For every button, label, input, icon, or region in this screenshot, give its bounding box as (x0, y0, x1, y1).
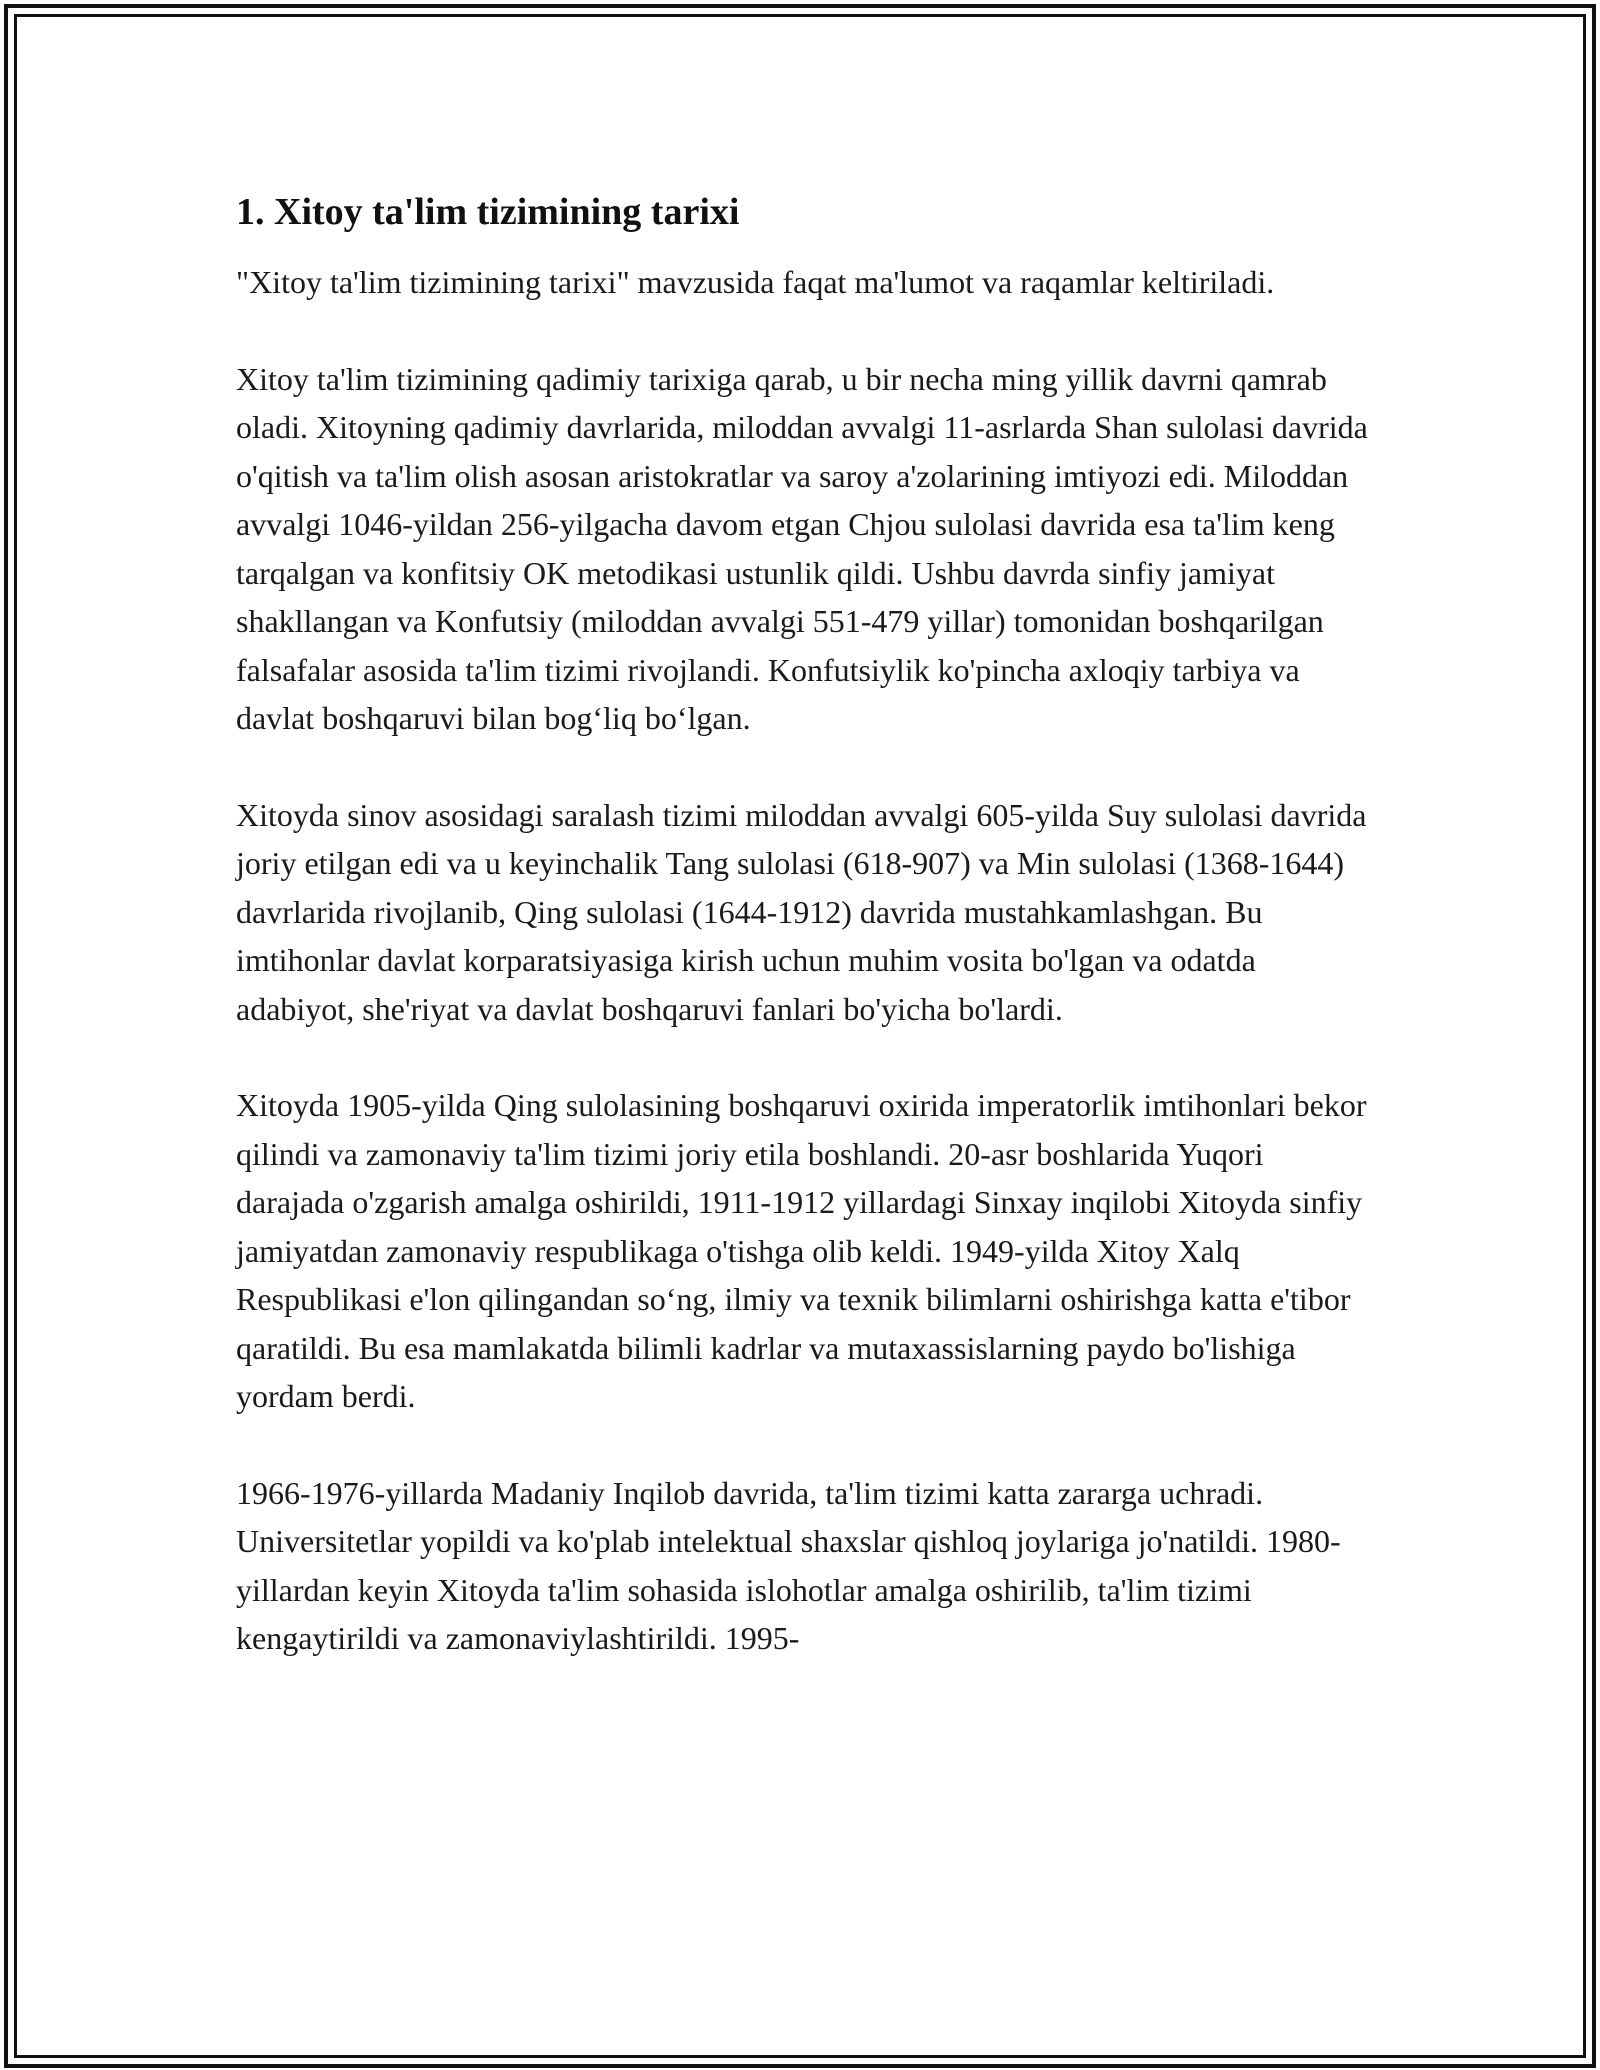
intro-paragraph: "Xitoy ta'lim tizimining tarixi" mavzusida faqat ma'lumot va raqamlar keltiriladi. (236, 264, 1275, 300)
modern-reform-paragraph: Xitoyda 1905-yilda Qing sulolasining boshqaruvi oxirida imperatorlik imtihonlari bekor qilindi va zamonaviy ta'lim tizimi joriy etila boshlandi. 20-asr boshlarida Yuqori darajada o'zgarish amalga oshirildi, 1911-1912 yillardagi Sinxay inqilobi Xitoyda sinfiy jamiyatdan zamonaviy respublikaga o'tishga olib keldi. 1949-yilda Xitoy Xalq Respublikasi e'lon qilingandan so‘ng, ilmiy va texnik bilimlarni oshirishga katta e'tibor qaratildi. Bu esa mamlakatda bilimli kadrlar va mutaxassislarning paydo bo'lishiga yordam berdi. (236, 1087, 1367, 1414)
section-title: 1. Xitoy ta'lim tizimining tarixi (236, 191, 740, 233)
document-body (236, 188, 1376, 1711)
examination-system-paragraph: Xitoyda sinov asosidagi saralash tizimi miloddan avvalgi 605-yilda Suy sulolasi davrida joriy etilgan edi va u keyinchalik Tang sulolasi (618-907) va Min sulolasi (1368-1644) davrlarida rivojlanib, Qing sulolasi (1644-1912) davrida mustahkamlashgan. Bu imtihonlar davlat korparatsiyasiga kirish uchun muhim vosita bo'lgan va odatda adabiyot, she'riyat va davlat boshqaruvi fanlari bo'yicha bo'lardi. (236, 796, 1367, 1027)
ancient-history-paragraph: Xitoy ta'lim tizimining qadimiy tarixiga qarab, u bir necha ming yillik davrni qamrab oladi. Xitoyning qadimiy davrlarida, miloddan avvalgi 11-asrlarda Shan sulolasi davrida o'qitish va ta'lim olish asosan aristokratlar va saroy a'zolarining imtiyozi edi. Miloddan avvalgi 1046-yildan 256-yilgacha davom etgan Chjou sulolasi davrida esa ta'lim keng tarqalgan va konfitsiy OK metodikasi ustunlik qildi. Ushbu davrda sinfiy jamiyat shakllangan va Konfutsiy (miloddan avvalgi 551-479 yillar) tomonidan boshqarilgan falsafalar asosida ta'lim tizimi rivojlandi. Konfutsiylik ko'pincha axloqiy tarbiya va davlat boshqaruvi bilan bog‘liq bo‘lgan. (236, 360, 1368, 736)
cultural-revolution-paragraph: 1966-1976-yillarda Madaniy Inqilob davrida, ta'lim tizimi katta zararga uchradi. Universitetlar yopildi va ko'plab intelektual shaxslar qishloq joylariga jo'natildi. 1980-yillardan keyin Xitoyda ta'lim sohasida islohotlar amalga oshirilib, ta'lim tizimi kengaytirildi va zamonaviylashtirildi. 1995- (236, 1474, 1341, 1656)
